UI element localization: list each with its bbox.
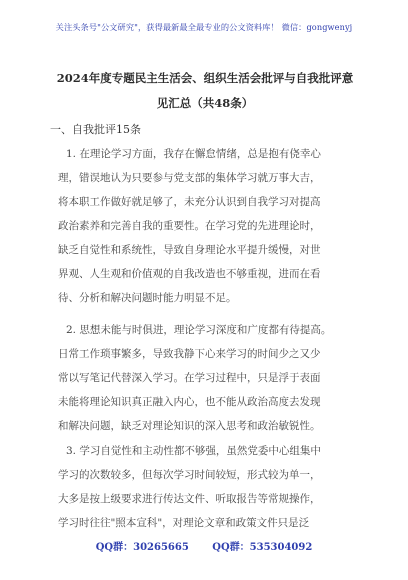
section-heading: 一、自我批评15条 bbox=[50, 123, 141, 136]
footer-qq-group-2: QQ群：535304092 bbox=[212, 542, 313, 553]
header-promo-note: 关注头条号"公文研究"，获得最新最全最专业的公文资料库！ 微信：gongwenyj bbox=[55, 22, 353, 32]
paragraph-line: 将本职工作做好就足够了，未充分认识到自我学习对提高 bbox=[58, 196, 321, 208]
paragraph-line: 政治素养和完善自我的重要性。在学习党的先进理论时， bbox=[58, 220, 321, 232]
paragraph-line: 常以写笔记代替深入学习。在学习过程中，只是浮于表面 bbox=[58, 372, 321, 384]
paragraph-line: 未能将理论知识真正融入内心，也不能从政治高度去发现 bbox=[58, 396, 321, 408]
paragraph-line: 日常工作琐事繁多，导致我静下心来学习的时间少之又少 bbox=[58, 348, 321, 360]
footer-qq-group-1: QQ群：30265665 bbox=[95, 542, 189, 553]
document-title-line-2: 见汇总（共48条） bbox=[156, 96, 254, 110]
paragraph-line: 3. 学习自觉性和主动性都不够强，虽然党委中心组集中 bbox=[66, 445, 321, 457]
paragraph-line: 学习的次数较多，但每次学习时间较短，形式较为单一， bbox=[58, 469, 321, 481]
paragraph-line: 和解决问题，缺乏对理论知识的深入思考和政治敏锐性。 bbox=[58, 420, 321, 432]
paragraph-line: 大多是按上级要求进行传达文件、听取报告等常规操作， bbox=[58, 493, 321, 505]
paragraph-line: 界观、人生观和价值观的自我改造也不够重视，进而在看 bbox=[58, 268, 321, 280]
paragraph-line: 学习时往往"照本宣科"，对理论文章和政策文件只是泛 bbox=[58, 517, 310, 529]
paragraph-line: 理，错误地认为只要参与党支部的集体学习就万事大吉， bbox=[58, 172, 321, 184]
document-title-line-1: 2024年度专题民主生活会、组织生活会批评与自我批评意 bbox=[56, 71, 354, 85]
paragraph-line: 缺乏自觉性和系统性，导致自身理论水平提升缓慢，对世 bbox=[58, 244, 321, 256]
paragraph-line: 待、分析和解决问题时能力明显不足。 bbox=[58, 292, 237, 304]
paragraph-line: 2. 思想未能与时俱进，理论学习深度和广度都有待提高。 bbox=[66, 324, 332, 336]
paragraph-line: 1. 在理论学习方面，我存在懈怠情绪，总是抱有侥幸心 bbox=[66, 148, 321, 160]
footer-contact bbox=[0, 538, 408, 553]
